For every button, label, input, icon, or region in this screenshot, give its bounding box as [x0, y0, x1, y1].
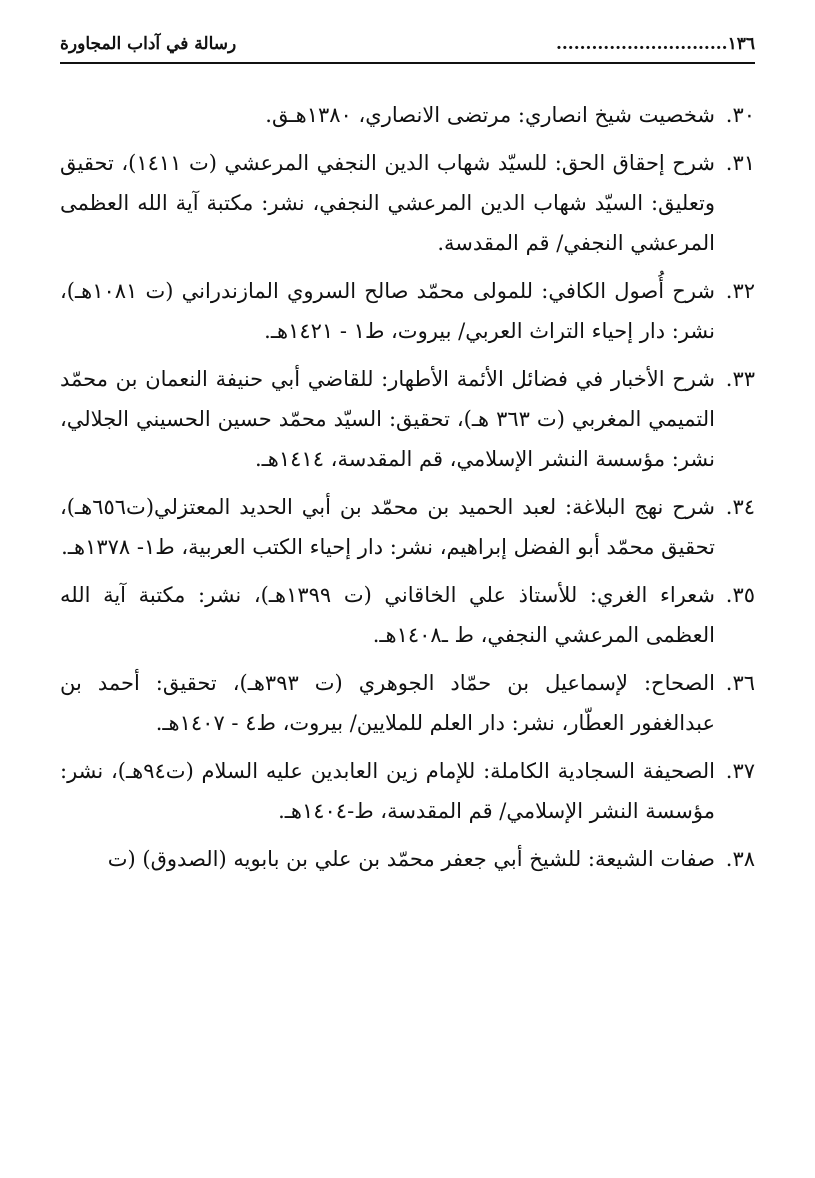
running-title: رسالة في آداب المجاورة	[60, 34, 237, 54]
entry-number: ٣٢.	[725, 279, 755, 303]
entry-text: شخصيت شيخ انصاري: مرتضى الانصاري، ١٣٨٠هـق.	[265, 103, 715, 127]
entry-text: الصحاح: لإسماعيل بن حمّاد الجوهري (ت ٣٩٣هـ)، تحقيق: أحمد بن عبدالغفور العطّار، نشر: دار العلم للملايين/ بيروت، ط٤ - ١٤٠٧هـ.	[60, 671, 715, 735]
entry-text: صفات الشيعة: للشيخ أبي جعفر محمّد بن علي بن بابويه (الصدوق) (ت	[107, 847, 715, 871]
entry-number: ٣٦.	[725, 671, 755, 695]
bibliography-list	[60, 95, 755, 887]
page-header	[60, 30, 755, 64]
entry-text: شعراء الغري: للأستاذ علي الخاقاني (ت ١٣٩٩هـ)، نشر: مكتبة آية الله العظمى المرعشي النجفي، ط ـ١٤٠٨هـ.	[60, 583, 715, 647]
page-number: ١٣٦.............................	[555, 34, 755, 54]
bibliography-entry	[60, 663, 755, 743]
bibliography-entry	[60, 143, 755, 263]
entry-number: ٣١.	[725, 151, 755, 175]
bibliography-entry	[60, 487, 755, 567]
entry-text: شرح إحقاق الحق: للسيّد شهاب الدين النجفي المرعشي (ت ١٤١١)، تحقيق وتعليق: السيّد شهاب الدين المرعشي النجفي، نشر: مكتبة آية الله العظمى المرعشي النجفي/ قم المقدسة.	[60, 151, 715, 255]
bibliography-entry	[60, 751, 755, 831]
entry-number: ٣٥.	[725, 583, 755, 607]
entry-number: ٣٠.	[725, 103, 755, 127]
entry-number: ٣٧.	[725, 759, 755, 783]
entry-text: شرح نهج البلاغة: لعبد الحميد بن محمّد بن أبي الحديد المعتزلي(ت٦٥٦هـ)، تحقيق محمّد أبو الفضل إبراهيم، نشر: دار إحياء الكتب العربية، ط١- ١٣٧٨هـ.	[60, 495, 715, 559]
bibliography-entry	[60, 271, 755, 351]
entry-text: الصحيفة السجادية الكاملة: للإمام زين العابدين عليه السلام (ت٩٤هـ)، نشر: مؤسسة النشر الإسلامي/ قم المقدسة، ط-١٤٠٤هـ.	[60, 759, 715, 823]
entry-text: شرح الأخبار في فضائل الأئمة الأطهار: للقاضي أبي حنيفة النعمان بن محمّد التميمي المغربي (ت ٣٦٣ هـ)، تحقيق: السيّد محمّد حسين الحسيني الجلالي، نشر: مؤسسة النشر الإسلامي، قم المقدسة، ١٤١٤هـ.	[60, 367, 715, 471]
entry-text: شرح أُصول الكافي: للمولى محمّد صالح السروي المازندراني (ت ١٠٨١هـ)، نشر: دار إحياء التراث العربي/ بيروت، ط١ - ١٤٢١هـ.	[60, 279, 715, 343]
entry-number: ٣٣.	[725, 367, 755, 391]
bibliography-entry	[60, 95, 755, 135]
bibliography-entry	[60, 839, 755, 879]
entry-number: ٣٨.	[725, 847, 755, 871]
bibliography-entry	[60, 575, 755, 655]
bibliography-entry	[60, 359, 755, 479]
entry-number: ٣٤.	[725, 495, 755, 519]
